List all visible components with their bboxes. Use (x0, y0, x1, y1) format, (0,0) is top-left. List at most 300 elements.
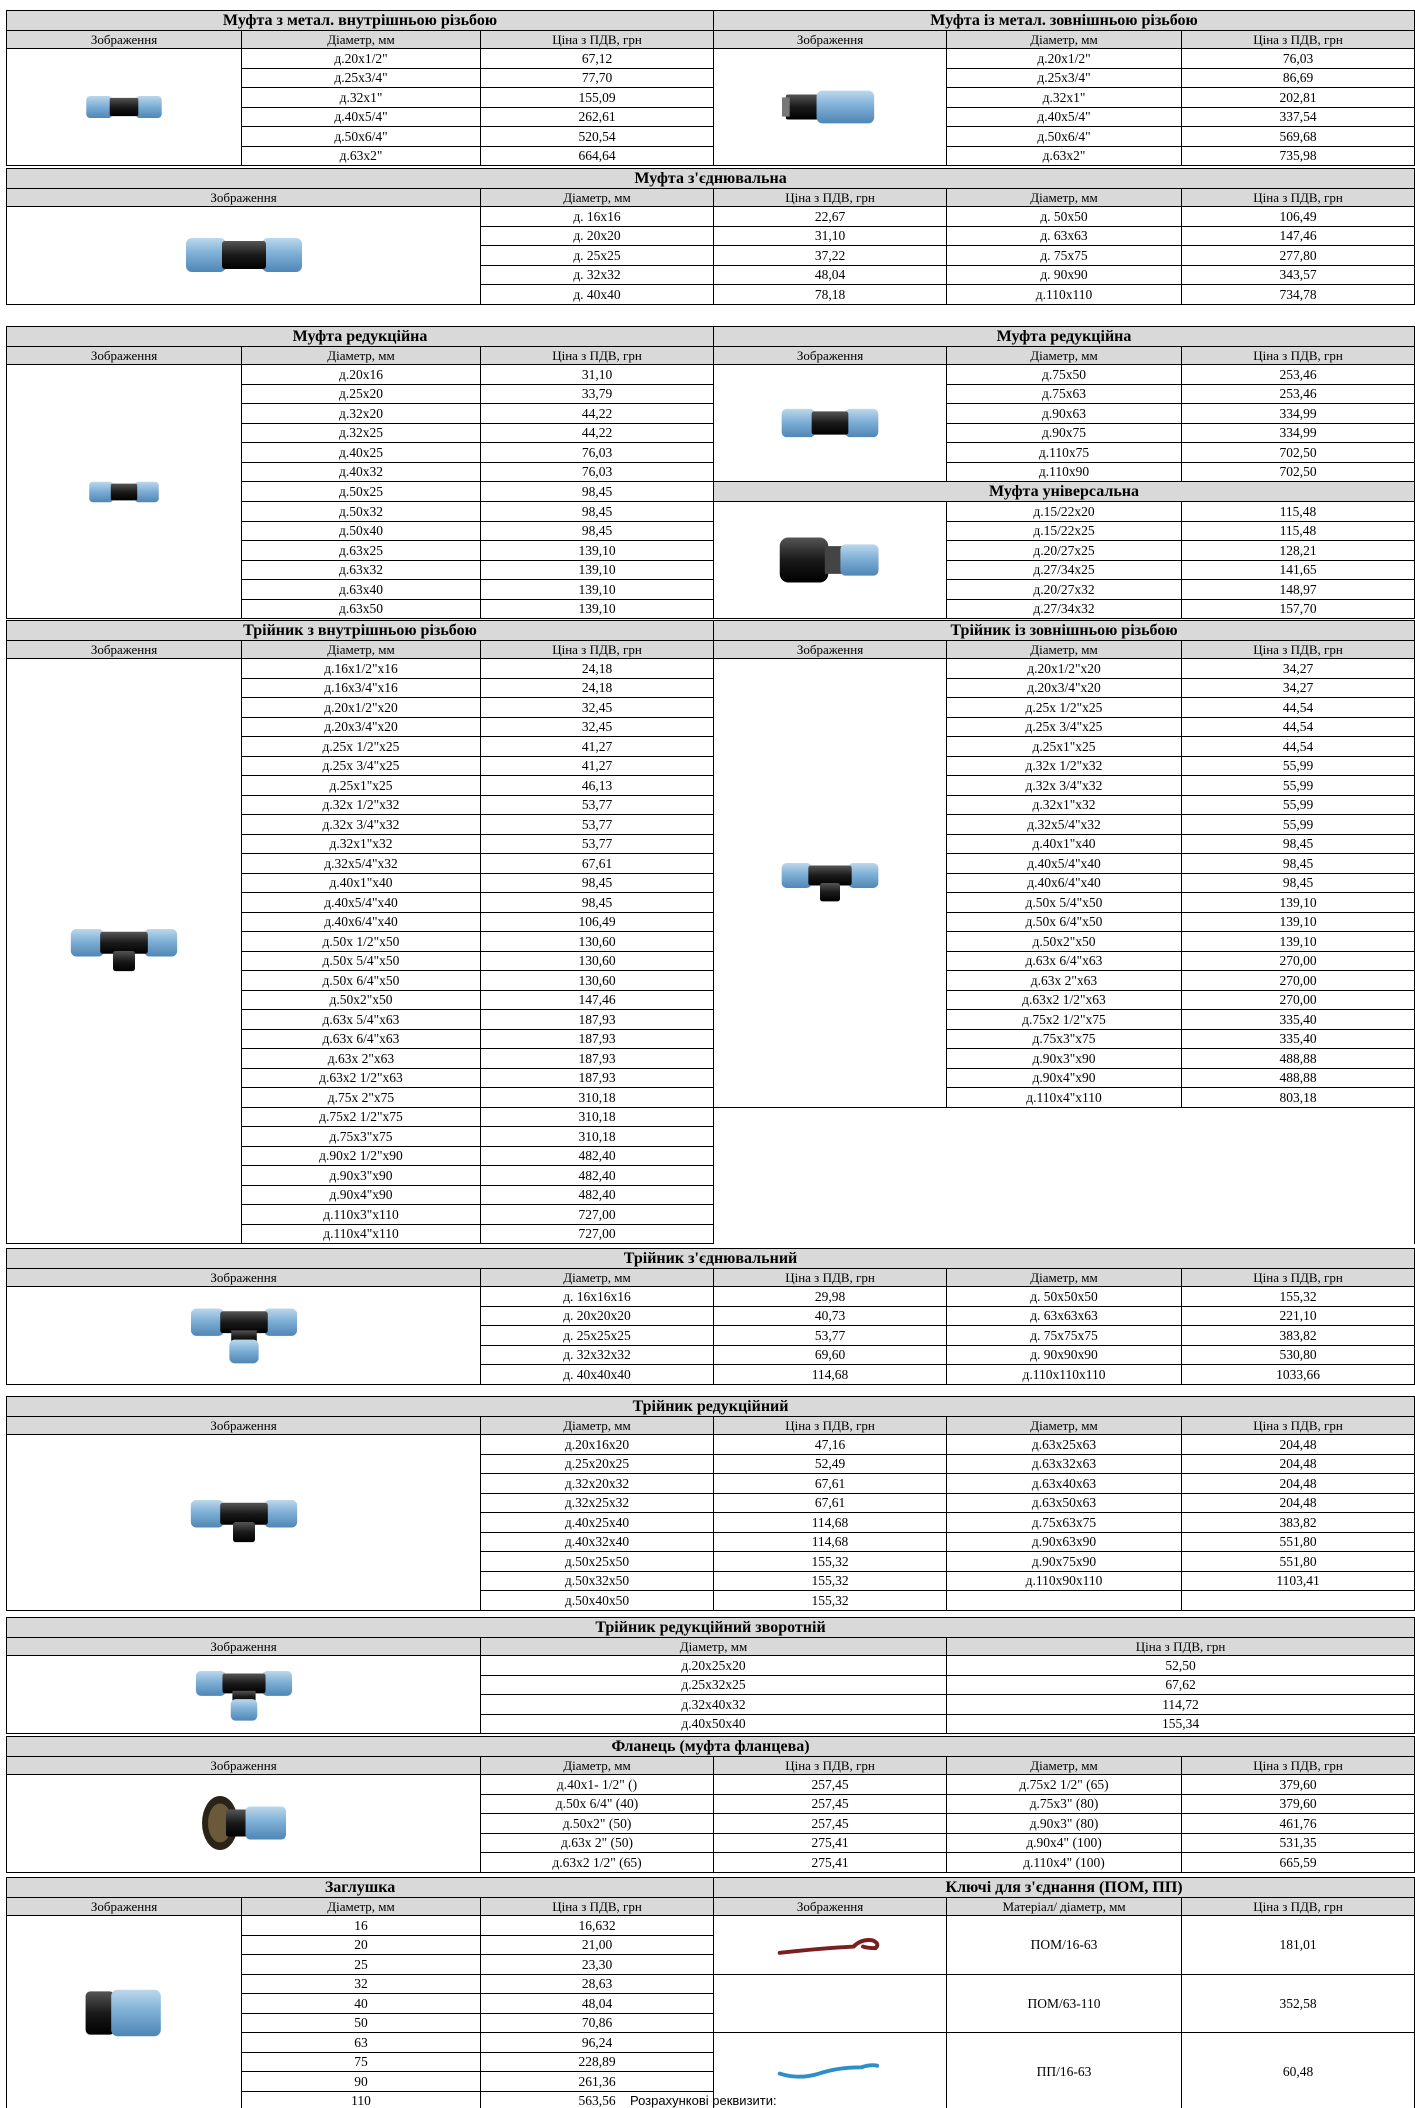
price-cell: 44,54 (1182, 717, 1415, 737)
price-cell: 277,80 (1182, 246, 1415, 266)
price-cell: 488,88 (1182, 1068, 1415, 1088)
price-cell: 31,10 (481, 365, 714, 385)
price-cell: 41,27 (481, 756, 714, 776)
diameter-cell: д.32х 3/4"х32 (242, 815, 481, 835)
table-row (7, 1618, 1415, 1638)
diameter-cell: д.15/22х20 (947, 502, 1182, 522)
price-cell: 343,57 (1182, 265, 1415, 285)
table-row (7, 1878, 1415, 1898)
diameter-cell: д.20х1/2" (947, 49, 1182, 69)
diameter-cell: д.40х5/4"х40 (947, 854, 1182, 874)
column-header: Діаметр, мм (481, 1638, 947, 1656)
price-cell: 141,65 (1182, 560, 1415, 580)
diameter-cell: д.32х1" (242, 88, 481, 108)
price-cell: 48,04 (481, 1994, 714, 2014)
column-header: Діаметр, мм (947, 31, 1182, 49)
diameter-cell: д.63х25х63 (947, 1435, 1182, 1455)
price-cell: 139,10 (481, 599, 714, 619)
column-header: Ціна з ПДВ, грн (481, 1898, 714, 1916)
table-row (7, 1656, 1415, 1676)
price-cell: 67,61 (714, 1474, 947, 1494)
diameter-cell: д.110х4"х110 (947, 1088, 1182, 1108)
diameter-cell: д.32х1"х32 (242, 834, 481, 854)
diameter-cell: д.50х6/4" (947, 127, 1182, 147)
price-cell: 735,98 (1182, 146, 1415, 166)
section-title: Заглушка (7, 1878, 714, 1898)
price-cell: 53,77 (481, 815, 714, 835)
price-cell: 55,99 (1182, 756, 1415, 776)
price-cell: 114,72 (947, 1695, 1415, 1715)
diameter-cell: 16 (242, 1916, 481, 1936)
column-header: Зображення (7, 1638, 481, 1656)
price-cell: 221,10 (1182, 1306, 1415, 1326)
price-cell: 270,00 (1182, 951, 1415, 971)
table-row (7, 621, 1415, 641)
price-cell: 24,18 (481, 678, 714, 698)
price-cell: 77,70 (481, 68, 714, 88)
diameter-cell: д.50х 5/4"х50 (242, 951, 481, 971)
diameter-cell: д.90х4"х90 (242, 1185, 481, 1205)
diameter-cell: д.63х2 1/2" (65) (481, 1853, 714, 1873)
diameter-cell: д.50х 5/4"х50 (947, 893, 1182, 913)
diameter-cell: д.63х2 1/2"х63 (947, 990, 1182, 1010)
price-cell: 569,68 (1182, 127, 1415, 147)
price-cell: 310,18 (481, 1107, 714, 1127)
price-cell: 76,03 (481, 462, 714, 482)
price-cell: 34,27 (1182, 678, 1415, 698)
column-header: Зображення (7, 641, 242, 659)
diameter-cell: 25 (242, 1955, 481, 1975)
diameter-cell: д.40х50х40 (481, 1714, 947, 1734)
price-cell: 47,16 (714, 1435, 947, 1455)
price-cell: 204,48 (1182, 1493, 1415, 1513)
diameter-cell: д. 16х16 (481, 207, 714, 227)
section-title: Муфта редукційна (714, 327, 1415, 347)
section-title: Ключі для з'єднання (ПОМ, ПП) (714, 1878, 1415, 1898)
price-cell: 55,99 (1182, 795, 1415, 815)
section-title: Муфта з'єднювальна (7, 169, 1415, 189)
diameter-cell: д.90х75х90 (947, 1552, 1182, 1572)
price-cell: 155,34 (947, 1714, 1415, 1734)
price-cell: 488,88 (1182, 1049, 1415, 1069)
price-cell: 310,18 (481, 1088, 714, 1108)
column-header: Зображення (714, 347, 947, 365)
diameter-cell: д.90х75 (947, 423, 1182, 443)
diameter-cell: д.40х25х40 (481, 1513, 714, 1533)
diameter-cell: д.40х32 (242, 462, 481, 482)
table-row (7, 31, 1415, 49)
coupling-connecting-image (184, 230, 304, 280)
diameter-cell: д.25х3/4" (947, 68, 1182, 88)
price-cell: 106,49 (481, 912, 714, 932)
price-cell: 155,09 (481, 88, 714, 108)
price-cell: 664,64 (481, 146, 714, 166)
coupling-reducing-image (88, 476, 160, 508)
diameter-cell: д.20х1/2"х20 (242, 698, 481, 718)
tee-threaded-inner-image (7, 659, 242, 1244)
diameter-cell: д.75х63х75 (947, 1513, 1182, 1533)
tee-threaded-inner-image (69, 923, 179, 979)
price-cell: 24,18 (481, 659, 714, 679)
diameter-cell: д.25х 1/2"х25 (242, 737, 481, 757)
diameter-cell: д.40х25 (242, 443, 481, 463)
diameter-cell: д.110х75 (947, 443, 1182, 463)
price-cell: 734,78 (1182, 285, 1415, 305)
diameter-cell: д. 32х32х32 (481, 1345, 714, 1365)
price-cell: 98,45 (1182, 834, 1415, 854)
diameter-cell: 32 (242, 1974, 481, 1994)
price-cell: 262,61 (481, 107, 714, 127)
price-cell: 482,40 (481, 1185, 714, 1205)
price-cell: 181,01 (1182, 1916, 1415, 1975)
column-header: Зображення (714, 31, 947, 49)
price-cell: 53,77 (714, 1326, 947, 1346)
price-cell: 204,48 (1182, 1454, 1415, 1474)
diameter-cell: д.40х1"х40 (242, 873, 481, 893)
diameter-cell: д. 75х75х75 (947, 1326, 1182, 1346)
diameter-cell: д.110х4"х110 (242, 1224, 481, 1244)
diameter-cell: д. 20х20х20 (481, 1306, 714, 1326)
column-header: Діаметр, мм (242, 641, 481, 659)
price-cell: 60,48 (1182, 2033, 1415, 2108)
diameter-cell: д.32х25 (242, 423, 481, 443)
coupling-threaded-inner-image (85, 86, 163, 128)
diameter-cell: д.63х40х63 (947, 1474, 1182, 1494)
price-cell: 22,67 (714, 207, 947, 227)
section-title: Муфта редукційна (7, 327, 714, 347)
price-cell: 520,54 (481, 127, 714, 147)
price-cell: 130,60 (481, 951, 714, 971)
column-header: Ціна з ПДВ, грн (714, 1269, 947, 1287)
coupling-threaded-inner-image (7, 49, 242, 166)
price-cell: 115,48 (1182, 502, 1415, 522)
section-couplings-threaded (6, 10, 1415, 166)
price-cell: 46,13 (481, 776, 714, 796)
price-cell: 44,54 (1182, 698, 1415, 718)
table-row (7, 1417, 1415, 1435)
table-row (7, 189, 1415, 207)
column-header: Матеріал/ діаметр, мм (947, 1898, 1182, 1916)
diameter-cell: д.63х 6/4"х63 (242, 1029, 481, 1049)
table-row (7, 49, 1415, 69)
section-title: Трійник з внутрішньою різьбою (7, 621, 714, 641)
diameter-cell: д.63х 2" (50) (481, 1833, 714, 1853)
diameter-cell: д.50х32х50 (481, 1571, 714, 1591)
material-cell: ПОМ/63-110 (947, 1974, 1182, 2033)
price-cell: 128,21 (1182, 541, 1415, 561)
diameter-cell: д. 25х25 (481, 246, 714, 266)
diameter-cell: д.20/27х25 (947, 541, 1182, 561)
column-header: Ціна з ПДВ, грн (714, 1417, 947, 1435)
diameter-cell: д.63х 6/4"х63 (947, 951, 1182, 971)
coupling-threaded-outer-image (780, 83, 880, 131)
payment-details-label: Розрахункові реквизити: (630, 2093, 777, 2108)
diameter-cell: д.25х3/4" (242, 68, 481, 88)
table-row (7, 365, 1415, 385)
price-cell: 379,60 (1182, 1794, 1415, 1814)
coupling-threaded-outer-image (714, 49, 947, 166)
diameter-cell: д.40х6/4"х40 (242, 912, 481, 932)
diameter-cell: д.20х16 (242, 365, 481, 385)
section-tee-connecting (6, 1248, 1415, 1385)
price-cell: 41,27 (481, 737, 714, 757)
diameter-cell: д.90х4" (100) (947, 1833, 1182, 1853)
column-header: Діаметр, мм (947, 641, 1182, 659)
diameter-cell: д.75х2 1/2" (65) (947, 1775, 1182, 1795)
column-header: Ціна з ПДВ, грн (1182, 1757, 1415, 1775)
price-cell: 155,32 (714, 1571, 947, 1591)
price-cell: 155,32 (714, 1552, 947, 1572)
price-cell: 44,22 (481, 404, 714, 424)
diameter-cell: д.63х50 (242, 599, 481, 619)
diameter-cell: 20 (242, 1935, 481, 1955)
price-cell: 148,97 (1182, 580, 1415, 600)
diameter-cell: д.75х 2"х75 (242, 1088, 481, 1108)
tee-reducing-reverse-image (194, 1666, 294, 1724)
price-cell: 78,18 (714, 285, 947, 305)
price-cell: 28,63 (481, 1974, 714, 1994)
price-cell: 96,24 (481, 2033, 714, 2053)
column-header: Зображення (714, 641, 947, 659)
diameter-cell: д.40х1"х40 (947, 834, 1182, 854)
diameter-cell: д.90х3"х90 (242, 1166, 481, 1186)
column-header: Ціна з ПДВ, грн (481, 347, 714, 365)
table-row (7, 207, 1415, 227)
price-cell: 803,18 (1182, 1088, 1415, 1108)
price-cell: 383,82 (1182, 1326, 1415, 1346)
column-header: Зображення (7, 31, 242, 49)
diameter-cell: д.27/34х32 (947, 599, 1182, 619)
coupling-reducing-image (7, 365, 242, 619)
column-header: Діаметр, мм (947, 347, 1182, 365)
price-cell: 23,30 (481, 1955, 714, 1975)
price-cell: 34,27 (1182, 659, 1415, 679)
diameter-cell: д. 63х63х63 (947, 1306, 1182, 1326)
column-header: Діаметр, мм (947, 1417, 1182, 1435)
price-cell: 67,62 (947, 1675, 1415, 1695)
diameter-cell: д.25х 3/4"х25 (242, 756, 481, 776)
price-cell: 228,89 (481, 2052, 714, 2072)
price-cell: 155,32 (714, 1591, 947, 1611)
price-cell: 44,22 (481, 423, 714, 443)
section-coupling-reducing (6, 326, 1415, 619)
diameter-cell: д.40х5/4" (947, 107, 1182, 127)
diameter-cell: д. 20х20 (481, 226, 714, 246)
table-row (7, 1898, 1415, 1916)
column-header: Зображення (7, 1757, 481, 1775)
price-cell: 383,82 (1182, 1513, 1415, 1533)
diameter-cell: 90 (242, 2072, 481, 2092)
diameter-cell: д. 32х32 (481, 265, 714, 285)
price-cell: 86,69 (1182, 68, 1415, 88)
diameter-cell: д.75х3"х75 (242, 1127, 481, 1147)
column-header: Зображення (7, 1269, 481, 1287)
price-cell: 147,46 (481, 990, 714, 1010)
tee-connecting-image (7, 1287, 481, 1385)
diameter-cell: д.63х2" (947, 146, 1182, 166)
diameter-cell: д.50х 6/4"х50 (242, 971, 481, 991)
diameter-cell: д.75х63 (947, 384, 1182, 404)
price-cell: 665,59 (1182, 1853, 1415, 1873)
diameter-cell: д. 90х90 (947, 265, 1182, 285)
connection-key-image (714, 1916, 947, 1975)
price-cell: 44,54 (1182, 737, 1415, 757)
column-header: Ціна з ПДВ, грн (947, 1638, 1415, 1656)
diameter-cell: д. 40х40х40 (481, 1365, 714, 1385)
table-row (7, 1397, 1415, 1417)
table-row (7, 1757, 1415, 1775)
column-header: Ціна з ПДВ, грн (1182, 1898, 1415, 1916)
diameter-cell: д.25х20 (242, 384, 481, 404)
diameter-cell: д.32х 1/2"х32 (947, 756, 1182, 776)
table-row (7, 1638, 1415, 1656)
flange-image (198, 1793, 290, 1853)
price-cell: 334,99 (1182, 404, 1415, 424)
column-header: Зображення (7, 347, 242, 365)
table-row (7, 327, 1415, 347)
price-cell: 335,40 (1182, 1029, 1415, 1049)
price-cell: 337,54 (1182, 107, 1415, 127)
tee-reducing-reverse-image (7, 1656, 481, 1734)
coupling-reducing-large-image (714, 365, 947, 482)
price-cell: 29,98 (714, 1287, 947, 1307)
price-cell: 275,41 (714, 1853, 947, 1873)
table-row (7, 1287, 1415, 1307)
diameter-cell: д.50х 6/4" (40) (481, 1794, 714, 1814)
diameter-cell: д.16х3/4"х16 (242, 678, 481, 698)
price-cell: 257,45 (714, 1775, 947, 1795)
diameter-cell: д.63х32 (242, 560, 481, 580)
coupling-reducing-large-image (780, 399, 880, 447)
section-coupling-connecting (6, 168, 1415, 305)
table-row (7, 11, 1415, 31)
price-cell: 98,45 (481, 482, 714, 502)
section-title: Муфта універсальна (714, 482, 1415, 502)
tee-reducing-image (189, 1489, 299, 1555)
coupling-universal-image (776, 534, 884, 586)
tee-reducing-image (7, 1435, 481, 1611)
diameter-cell: д. 25х25х25 (481, 1326, 714, 1346)
price-cell: 727,00 (481, 1205, 714, 1225)
price-cell: 261,36 (481, 2072, 714, 2092)
diameter-cell: д.32х20х32 (481, 1474, 714, 1494)
price-cell: 37,22 (714, 246, 947, 266)
diameter-cell: д.32х40х32 (481, 1695, 947, 1715)
diameter-cell: д.20х3/4"х20 (947, 678, 1182, 698)
price-cell: 187,93 (481, 1068, 714, 1088)
diameter-cell: д.63х25 (242, 541, 481, 561)
diameter-cell: д.63х2 1/2"х63 (242, 1068, 481, 1088)
diameter-cell: д.90х3" (80) (947, 1814, 1182, 1834)
diameter-cell: д.110х4" (100) (947, 1853, 1182, 1873)
price-cell: 531,35 (1182, 1833, 1415, 1853)
price-cell: 98,45 (481, 893, 714, 913)
connection-key-image (775, 1929, 885, 1961)
price-cell: 187,93 (481, 1049, 714, 1069)
diameter-cell: д.50х2"х50 (947, 932, 1182, 952)
table-row (7, 347, 1415, 365)
column-header: Зображення (714, 1898, 947, 1916)
diameter-cell: д.32х 3/4"х32 (947, 776, 1182, 796)
diameter-cell: д.16х1/2"х16 (242, 659, 481, 679)
price-cell: 98,45 (481, 873, 714, 893)
price-cell: 114,68 (714, 1365, 947, 1385)
price-cell: 1103,41 (1182, 1571, 1415, 1591)
diameter-cell: д. 63х63 (947, 226, 1182, 246)
section-title: Трійник із зовнішньою різьбою (714, 621, 1415, 641)
coupling-universal-image (714, 502, 947, 619)
coupling-connecting-image (7, 207, 481, 305)
price-cell: 53,77 (481, 834, 714, 854)
diameter-cell: д.20х1/2" (242, 49, 481, 69)
price-cell: 379,60 (1182, 1775, 1415, 1795)
column-header: Ціна з ПДВ, грн (1182, 1269, 1415, 1287)
diameter-cell: д.32х 1/2"х32 (242, 795, 481, 815)
diameter-cell: д.32х25х32 (481, 1493, 714, 1513)
price-cell: 70,86 (481, 2013, 714, 2033)
diameter-cell: д.90х2 1/2"х90 (242, 1146, 481, 1166)
key-image-empty (714, 1974, 947, 2033)
section-title: Муфта з метал. внутрішньою різьбою (7, 11, 714, 31)
price-cell: 702,50 (1182, 443, 1415, 463)
price-cell: 551,80 (1182, 1532, 1415, 1552)
diameter-cell: д.63х2" (242, 146, 481, 166)
price-cell: 352,58 (1182, 1974, 1415, 2033)
diameter-cell: д.32х5/4"х32 (947, 815, 1182, 835)
diameter-cell: д.63х32х63 (947, 1454, 1182, 1474)
price-cell: 67,12 (481, 49, 714, 69)
price-cell: 32,45 (481, 698, 714, 718)
column-header: Діаметр, мм (947, 1757, 1182, 1775)
diameter-cell: д. 90х90х90 (947, 1345, 1182, 1365)
diameter-cell: д.50х 6/4"х50 (947, 912, 1182, 932)
column-header: Діаметр, мм (242, 347, 481, 365)
empty-area (714, 1107, 1415, 1244)
diameter-cell: д.32х5/4"х32 (242, 854, 481, 874)
diameter-cell: 75 (242, 2052, 481, 2072)
diameter-cell: д.25х1"х25 (947, 737, 1182, 757)
diameter-cell: д.50х40 (242, 521, 481, 541)
diameter-cell: д. 40х40 (481, 285, 714, 305)
price-cell: 139,10 (481, 541, 714, 561)
price-cell: 1033,66 (1182, 1365, 1415, 1385)
diameter-cell: д.50х40х50 (481, 1591, 714, 1611)
column-header: Діаметр, мм (947, 1269, 1182, 1287)
price-cell: 563,56 (481, 2091, 714, 2108)
diameter-cell: д.40х1- 1/2" () (481, 1775, 714, 1795)
price-cell: 257,45 (714, 1814, 947, 1834)
diameter-cell: 40 (242, 1994, 481, 2014)
price-cell: 130,60 (481, 932, 714, 952)
diameter-cell: д.40х6/4"х40 (947, 873, 1182, 893)
diameter-cell: д.25х 1/2"х25 (947, 698, 1182, 718)
diameter-cell: д.25х 3/4"х25 (947, 717, 1182, 737)
price-cell: 187,93 (481, 1010, 714, 1030)
diameter-cell: д.63х40 (242, 580, 481, 600)
price-cell: 155,32 (1182, 1287, 1415, 1307)
tee-threaded-outer-image (714, 659, 947, 1108)
diameter-cell: 63 (242, 2033, 481, 2053)
diameter-cell: д.90х4"х90 (947, 1068, 1182, 1088)
diameter-cell: д.63х50х63 (947, 1493, 1182, 1513)
column-header: Зображення (7, 189, 481, 207)
price-cell: 53,77 (481, 795, 714, 815)
price-cell: 187,93 (481, 1029, 714, 1049)
diameter-cell: д.25х20х25 (481, 1454, 714, 1474)
table-row (7, 1249, 1415, 1269)
price-cell: 98,45 (481, 502, 714, 522)
flange-image (7, 1775, 481, 1873)
